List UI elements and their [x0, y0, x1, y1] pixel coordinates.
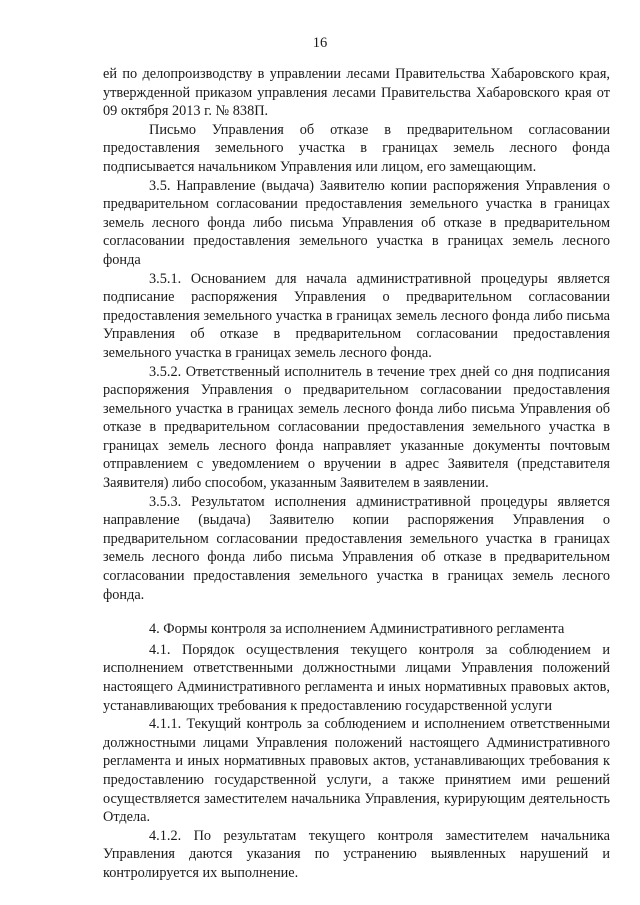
- paragraph-section-4-1-2: 4.1.2. По результатам текущего контроля заместителем начальника Управления даются указания по устранению выявленных нарушений и контролируется их выполнение.: [103, 827, 610, 881]
- paragraph-section-3-5-3: 3.5.3. Результатом исполнения административной процедуры является направление (выдача) Заявителю копии распоряжения Управления о предварительном согласовании предоставления земельного участка в границах земель лесного фонда либо письма Управления об отказе в предварительном согласовании предоставления земельного участка в границах земель лесного фонда.: [103, 493, 610, 603]
- paragraph-letter-signing: Письмо Управления об отказе в предварительном согласовании предоставления земельного участка в границах земель лесного фонда подписывается начальником Управления или лицом, его замещающим.: [103, 121, 610, 175]
- paragraph-continuation: ей по делопроизводству в управлении лесами Правительства Хабаровского края, утвержденной приказом управления лесами Правительства Хабаровского края от 09 октября 2013 г. № 838П.: [103, 66, 610, 120]
- paragraph-section-4-1: 4.1. Порядок осуществления текущего контроля за соблюдением и исполнением ответственными должностными лицами Управления положений настоящего Административного регламента и иных нормативных правовых актов, устанавливающих требования к предоставлению государственной услуги: [103, 641, 610, 714]
- paragraph-section-3-5: 3.5. Направление (выдача) Заявителю копии распоряжения Управления о предварительном согласовании предоставления земельного участка в границах земель лесного фонда либо письма Управления об отказе в предварительном согласовании предоставления земельного участка в границах земель лесного фонда: [103, 177, 610, 268]
- page-number: 16: [312, 35, 328, 51]
- paragraph-section-3-5-1: 3.5.1. Основанием для начала административной процедуры является подписание распоряжения Управления о предварительном согласовании предоставления земельного участка в границах земель лесного фонда либо письма Управления об отказе в предварительном согласовании предоставления земельного участка в границах земель лесного фонда.: [103, 270, 610, 361]
- section-heading-4: 4. Формы контроля за исполнением Административного регламента: [149, 621, 565, 638]
- document-body: [103, 65, 610, 883]
- paragraph-section-4-1-1: 4.1.1. Текущий контроль за соблюдением и исполнением ответственными должностными лицами Управления положений настоящего Административного регламента и иных нормативных правовых актов, устанавливающих требования к предоставлению государственной услуги, а также принятием ими решений осуществляется заместителем начальника Управления, курирующим деятельность Отдела.: [103, 716, 610, 826]
- paragraph-section-3-5-2: 3.5.2. Ответственный исполнитель в течение трех дней со дня подписания распоряжения Управления о предварительном согласовании предоставления земельного участка в границах земель лесного фонда либо письма Управления об отказе в предварительном согласовании предоставления земельного участка в границах земель лесного фонда направляет указанные документы почтовым отправлением с уведомлением о вручении в адрес Заявителя (представителя Заявителя) либо способом, указанным Заявителем в заявлении.: [103, 363, 610, 492]
